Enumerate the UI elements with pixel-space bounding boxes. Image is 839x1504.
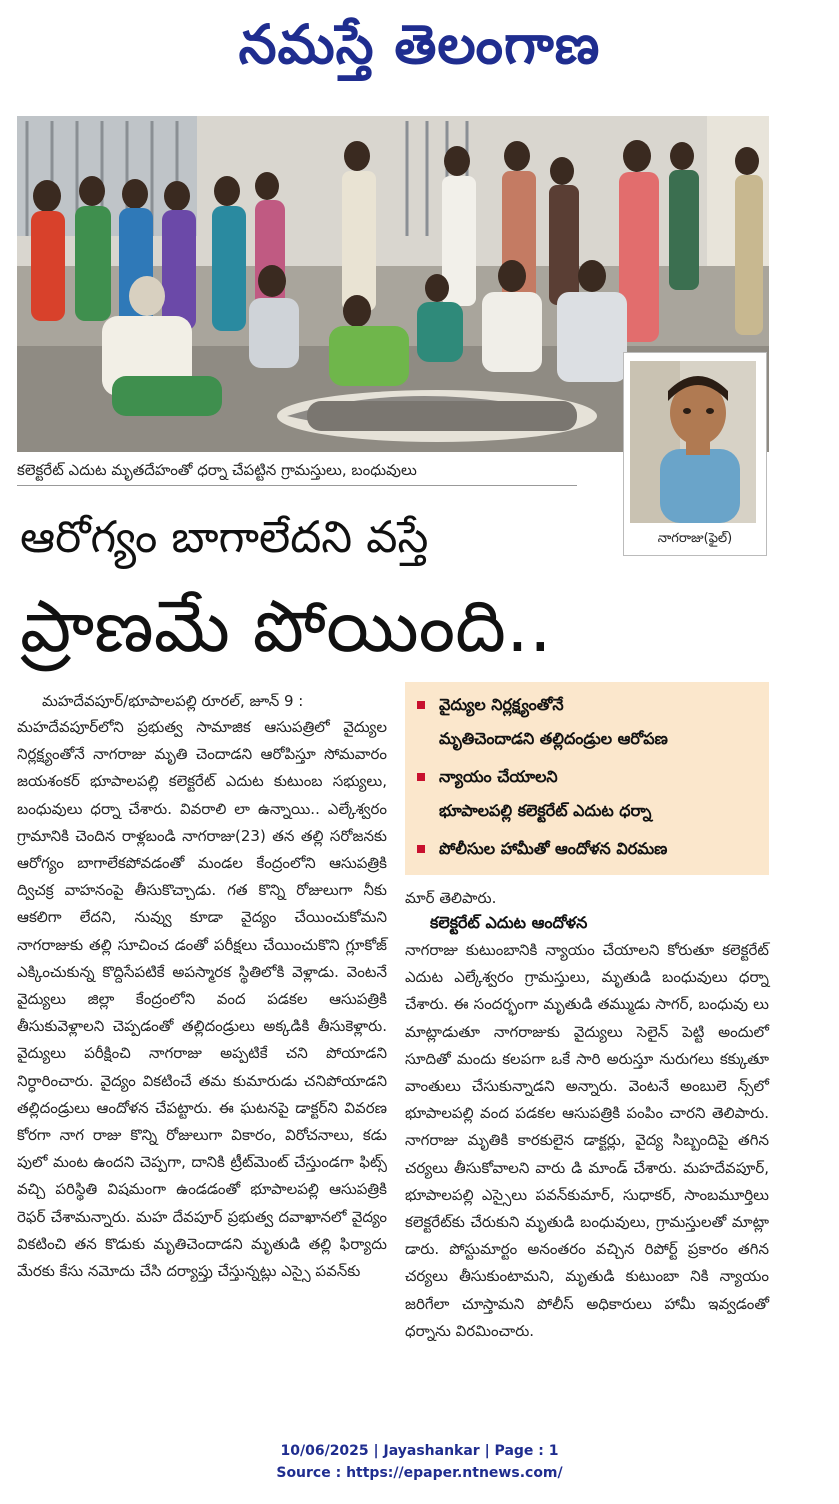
article-subhead: కలెక్టరేట్ ఎదుట ఆందోళన	[430, 913, 588, 932]
headline-line-2: ప్రాణమే పోయింది..	[20, 584, 552, 668]
highlight-text: మృతిచెందాడని తల్లిదండ్రుల ఆరోపణ	[439, 729, 668, 748]
article-paragraph: నాగరాజు కుటుంబానికి న్యాయం చేయాలని కోరుతూ కలెక్టరేట్ ఎదుట ఎల్కేశ్వరం గ్రామస్తులు, మృతుడి బంధువులు ధర్నా చేశారు. ఈ సందర్భంగా మృతుడి తమ్ముడు సాగర్, బంధువు లు మాట్లాడుతూ నాగరాజుకు వైద్యులు సెలైన్ పెట్టి అందులో సూదితో మందు కలపగా ఒకే సారి అరుస్తూ నురుగలు కక్కుతూ వాంతులు చేసుకున్నాడని అన్నారు. వెంటనే అంబులె న్స్‌లో భూపాలపల్లి వంద పడకల ఆసుపత్రికి పంపిం చారని తెలిపారు. నాగరాజు మృతికి కారకులైన డాక్టర్లు, వైద్య సిబ్బందిపై తగిన చర్యలు తీసుకోవాలని వారు డి మాండ్ చేశారు. మహదేవపూర్, భూపాలపల్లి ఎస్సైలు పవన్‌కుమార్, సుధాకర్, సాంబమూర్తిలు కలెక్టరేట్‌కు చేరుకుని మృతుడి బంధువులు, గ్రామస్తులతో మాట్లా డారు. పోస్టుమార్టం అనంతరం వచ్చిన రిపోర్ట్ ప్రకారం తగిన చర్యలు తీసుకుంటామని, మృతుడి కుటుంబా నికి న్యాయం జరిగేలా చూస్తామని పోలీస్ అధికారులు హామీ ఇవ్వడంతో ధర్నాను విరమించారు.	[405, 941, 769, 1340]
source-line: Source : https://epaper.ntnews.com/	[276, 1465, 563, 1481]
dateline: మహదేవపూర్/భూపాలపల్లి రూరల్, జూన్ 9 :	[42, 692, 304, 710]
inset-caption: నాగరాజు(ఫైల్)	[657, 531, 733, 546]
highlight-text: పోలీసుల హామీతో ఆందోళన విరమణ	[439, 839, 668, 858]
article-body-right	[405, 937, 769, 1345]
portrait-illustration	[630, 361, 756, 523]
bullet-icon	[417, 845, 425, 853]
highlight-text: భూపాలపల్లి కలెక్టరేట్ ఎదుట ధర్నా	[439, 801, 652, 820]
highlights-box	[405, 682, 769, 875]
photo-caption: కలెక్టరేట్ ఎదుట మృతదేహంతో ధర్నా చేపట్టిన గ్రామస్తులు, బంధువులు	[17, 455, 577, 486]
article-continuation: మార్ తెలిపారు.	[405, 889, 497, 907]
masthead	[0, 0, 839, 100]
inset-portrait	[624, 353, 766, 555]
article-paragraph: మహదేవపూర్‌లోని ప్రభుత్వ సామాజిక ఆసుపత్రిలో వైద్యుల నిర్లక్ష్యంతోనే నాగరాజు మృతి చెందాడని ఆరోపిస్తూ సోమవారం జయశంకర్ భూపాలపల్లి కలెక్టరేట్ ఎదుట కుటుంబ సభ్యులు, బంధువులు ధర్నా చేశారు. వివరాలి లా ఉన్నాయి.. ఎల్కేశ్వరం గ్రామానికి చెందిన రాళ్లబండి నాగరాజు(23) తన తల్లి సరోజనకు ఆరోగ్యం బాగాలేకపోవడంతో మండల కేంద్రంలోని ఆసుపత్రికి ద్విచక్ర వాహనంపై తీసుకొచ్చాడు. గత కొన్ని రోజులుగా నీకు ఆకలిగా లేదని, నువ్వు కూడా వైద్యం చేయించుకోమని నాగరాజుకు తల్లి సూచించ డంతో పరీక్షలు చేయించుకొని గ్లూకోజ్ ఎక్కించుకున్న కొద్దిసేపటికే అపస్మారక స్థితిలోకి వెళ్లాడు. వెంటనే వైద్యులు జిల్లా కేంద్రంలోని వంద పడకల ఆసుపత్రికి తీసుకువెళ్లాలని చెప్పడంతో తల్లిదండ్రులు అక్కడికి తీసుకెళ్లారు. వైద్యులు పరీక్షించి నాగరాజు అప్పటికే చని పోయాడని నిర్ధారించారు. వైద్యం వికటించే తమ కుమారుడు చనిపోయాడని తల్లిదండ్రులు ఆందోళన చేపట్టారు. ఈ ఘటనపై డాక్టర్‌ని వివరణ కోరగా నాగ రాజు కొన్ని రోజులుగా వికారం, విరోచనాలు, కడు పులో మంట ఉందని చెప్పగా, దానికి ట్రీట్‌మెంట్ చేస్తుండగా ఫిట్స్ వచ్చి పరిస్థితి విషమంగా ఉండడంతో భూపాలపల్లి ఆసుపత్రికి రెఫర్ చేశామన్నారు. మహ దేవపూర్ ప్రభుత్వ దవాఖానలో వైద్యం వికటించి తన కొడుకు మృతిచెందాడని మృతుడి తల్లి ఫిర్యాదు మేరకు కేసు నమోదు చేసి దర్యాప్తు చేస్తున్నట్లు ఎస్సై పవన్‌కు	[17, 718, 387, 1281]
article-body-left	[17, 714, 387, 1285]
portrait-photo	[630, 361, 756, 523]
highlight-text: వైద్యుల నిర్లక్ష్యంతోనే	[439, 695, 564, 714]
page-info: 10/06/2025 | Jayashankar | Page : 1	[280, 1443, 559, 1459]
headline-line-1: ఆరోగ్యం బాగాలేదని వస్తే	[20, 512, 429, 563]
highlight-text: న్యాయం చేయాలని	[439, 767, 558, 786]
bullet-icon	[417, 701, 425, 709]
bullet-icon	[417, 773, 425, 781]
newspaper-logo: నమస్తే తెలంగాణ	[238, 13, 601, 76]
